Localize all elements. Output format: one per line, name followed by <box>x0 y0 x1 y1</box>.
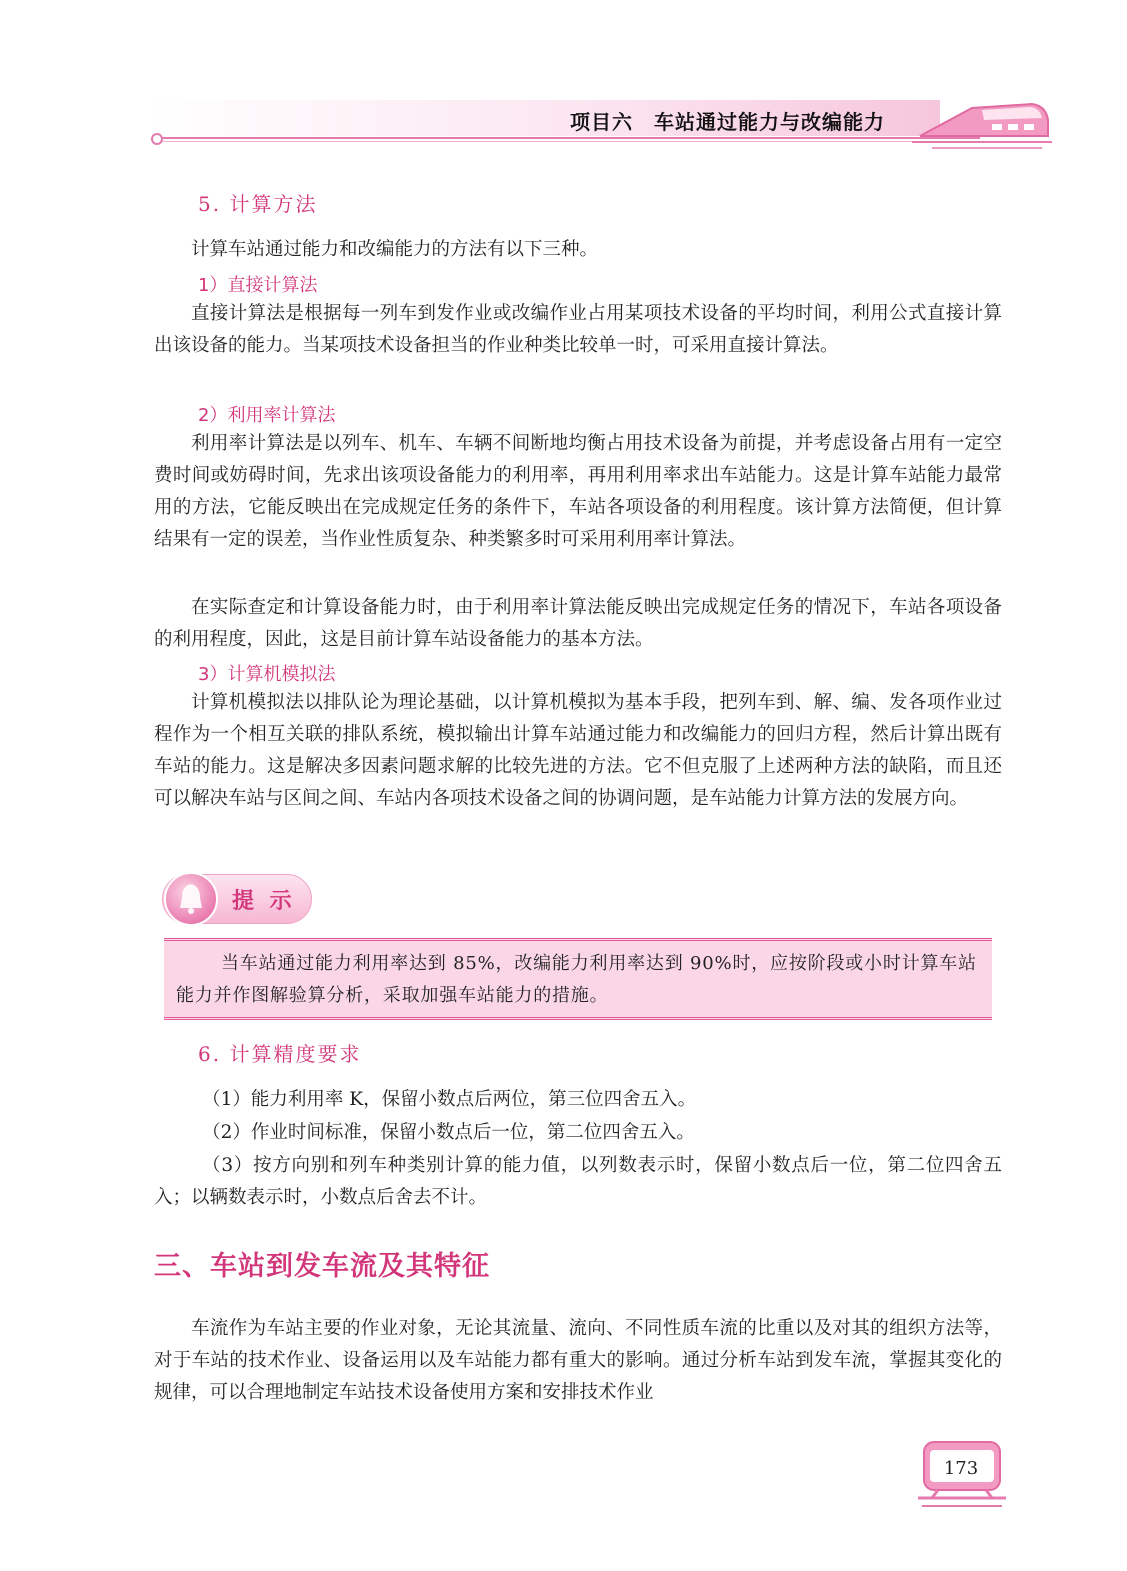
chapter-title: 项目六 车站通过能力与改编能力 <box>570 110 885 134</box>
header-rule <box>160 137 980 139</box>
method-2-heading: 2）利用率计算法 <box>198 405 336 426</box>
precision-item-1: （1）能力利用率 K，保留小数点后两位，第三位四舍五入。 <box>202 1089 697 1110</box>
method-3-text: 计算机模拟法以排队论为理论基础，以计算机模拟为基本手段，把列车到、解、编、发各项作业过程作为一个相互关联的排队系统，模拟输出计算车站通过能力和改编能力的回归方程，然后计算出既有车站的能力。这是解决多因素问题求解的比较先进的方法。它不但克服了上述两种方法的缺陷，而且还可以解决车站与区间之间、车站内各项技术设备之间的协调问题，是车站能力计算方法的发展方向。 <box>154 692 1002 809</box>
tip-label: 提 示 <box>232 889 296 914</box>
precision-item-2: （2）作业时间标准，保留小数点后一位，第二位四舍五入。 <box>202 1122 695 1143</box>
method-2-text-2: 在实际查定和计算设备能力时，由于利用率计算法能反映出完成规定任务的情况下，车站各项设备的利用程度，因此，这是目前计算车站设备能力的基本方法。 <box>154 597 1002 650</box>
bell-icon <box>164 872 218 926</box>
section-5-intro: 计算车站通过能力和改编能力的方法有以下三种。 <box>191 239 599 260</box>
method-1-text: 直接计算法是根据每一列车到发作业或改编作业占用某项技术设备的平均时间，利用公式直接计算出该设备的能力。当某项技术设备担当的作业种类比较单一时，可采用直接计算法。 <box>154 303 1002 356</box>
method-2-text: 利用率计算法是以列车、机车、车辆不间断地均衡占用技术设备为前提，并考虑设备占用有一定空费时间或妨碍时间，先求出该项设备能力的利用率，再用利用率求出车站能力。这是计算车站能力最常用的方法，它能反映出在完成规定任务的条件下，车站各项设备的利用程度。该计算方法简便，但计算结果有一定的误差，当作业性质复杂、种类繁多时可采用利用率计算法。 <box>154 433 1002 550</box>
page-number: 173 <box>943 1458 979 1479</box>
section-6-heading: 6. 计算精度要求 <box>198 1042 362 1066</box>
header-rule-thin <box>160 141 980 142</box>
tip-text: 当车站通过能力利用率达到 85%，改编能力利用率达到 90%时，应按阶段或小时计算车站能力并作图解验算分析，采取加强车站能力的措施。 <box>176 953 977 1006</box>
section-3-title: 三、车站到发车流及其特征 <box>154 1251 490 1282</box>
method-1-heading: 1）直接计算法 <box>198 275 318 296</box>
train-icon <box>912 96 1052 152</box>
method-3-heading: 3）计算机模拟法 <box>198 664 336 685</box>
section-5-heading: 5. 计算方法 <box>198 192 318 216</box>
header-dot-icon <box>151 133 163 145</box>
precision-item-3: （3）按方向别和列车种类别计算的能力值，以列数表示时，保留小数点后一位，第二位四舍五入；以辆数表示时，小数点后舍去不计。 <box>154 1155 1002 1208</box>
section-3-text: 车流作为车站主要的作业对象，无论其流量、流向、不同性质车流的比重以及对其的组织方法等，对于车站的技术作业、设备运用以及车站能力都有重大的影响。通过分析车站到发车流，掌握其变化的规律，可以合理地制定车站技术设备使用方案和安排技术作业 <box>154 1318 1002 1403</box>
